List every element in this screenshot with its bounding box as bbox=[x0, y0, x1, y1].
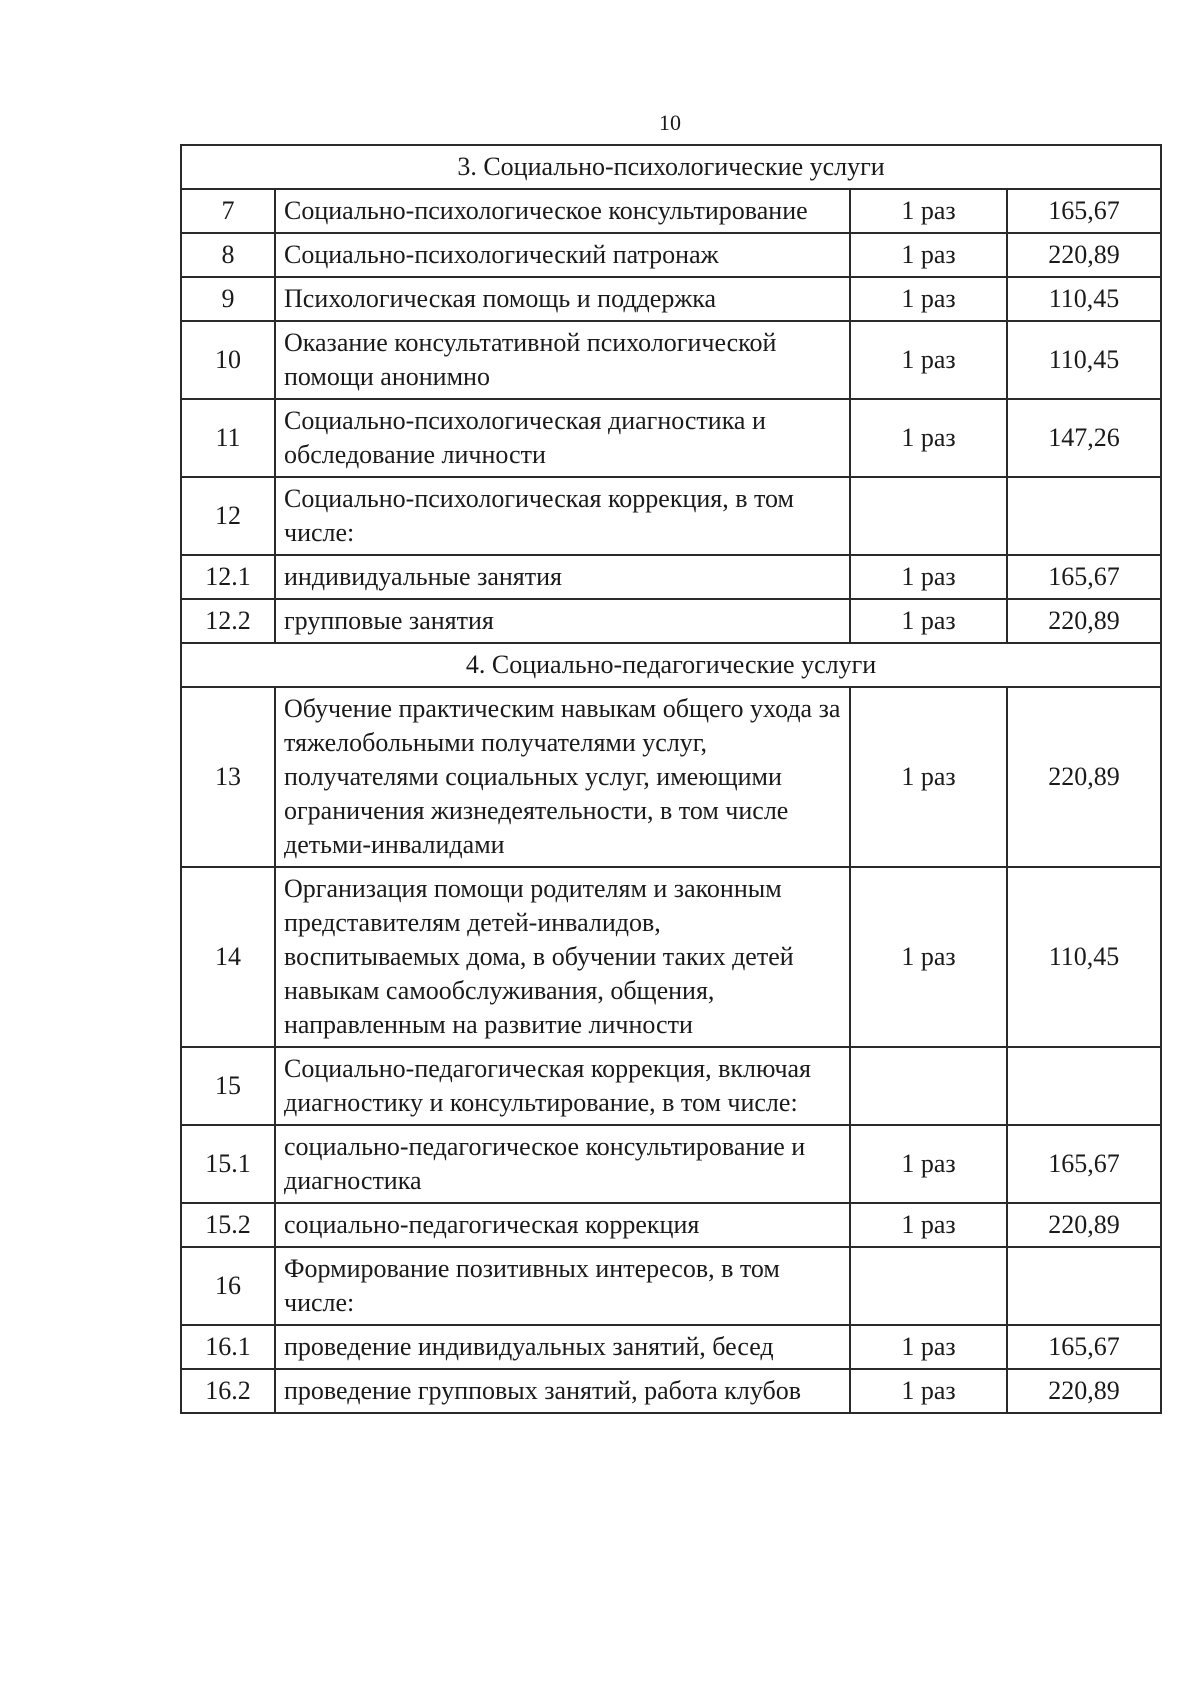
service-name-cell: Формирование позитивных интересов, в том числе: bbox=[275, 1247, 850, 1325]
section-title: 3. Социально-психологические услуги bbox=[181, 145, 1161, 189]
service-unit-cell: 1 раз bbox=[850, 1369, 1007, 1413]
table-row bbox=[181, 277, 1161, 321]
table-row bbox=[181, 321, 1161, 399]
service-number-cell: 13 bbox=[181, 687, 275, 867]
service-price-cell: 220,89 bbox=[1007, 687, 1161, 867]
service-number-cell: 16.2 bbox=[181, 1369, 275, 1413]
service-name-cell: Социально-педагогическая коррекция, включая диагностику и консультирование, в том числе: bbox=[275, 1047, 850, 1125]
service-unit-cell: 1 раз bbox=[850, 233, 1007, 277]
service-unit-cell: 1 раз bbox=[850, 277, 1007, 321]
service-name-cell: Социально-психологический патронаж bbox=[275, 233, 850, 277]
table-row bbox=[181, 1325, 1161, 1369]
service-number-cell: 15 bbox=[181, 1047, 275, 1125]
service-number-cell: 12.1 bbox=[181, 555, 275, 599]
service-unit-cell: 1 раз bbox=[850, 1125, 1007, 1203]
service-unit-cell: 1 раз bbox=[850, 1325, 1007, 1369]
table-row bbox=[181, 867, 1161, 1047]
service-price-cell: 220,89 bbox=[1007, 1203, 1161, 1247]
service-number-cell: 10 bbox=[181, 321, 275, 399]
service-price-cell: 165,67 bbox=[1007, 189, 1161, 233]
service-unit-cell bbox=[850, 1047, 1007, 1125]
service-price-cell: 220,89 bbox=[1007, 1369, 1161, 1413]
table-row bbox=[181, 399, 1161, 477]
service-unit-cell: 1 раз bbox=[850, 555, 1007, 599]
services-table-container bbox=[180, 144, 1160, 1414]
service-name-cell: проведение групповых занятий, работа клубов bbox=[275, 1369, 850, 1413]
table-row bbox=[181, 1369, 1161, 1413]
service-name-cell: социально-педагогическая коррекция bbox=[275, 1203, 850, 1247]
table-row bbox=[181, 1203, 1161, 1247]
service-name-cell: Психологическая помощь и поддержка bbox=[275, 277, 850, 321]
table-body bbox=[181, 145, 1161, 1413]
service-number-cell: 15.2 bbox=[181, 1203, 275, 1247]
service-price-cell: 165,67 bbox=[1007, 1125, 1161, 1203]
service-name-cell: социально-педагогическое консультирование и диагностика bbox=[275, 1125, 850, 1203]
service-name-cell: Организация помощи родителям и законным представителям детей-инвалидов, воспитываемых дома, в обучении таких детей навыкам самообслуживания, общения, направленным на развитие личности bbox=[275, 867, 850, 1047]
service-number-cell: 7 bbox=[181, 189, 275, 233]
service-number-cell: 16 bbox=[181, 1247, 275, 1325]
service-price-cell: 110,45 bbox=[1007, 321, 1161, 399]
service-price-cell: 165,67 bbox=[1007, 555, 1161, 599]
service-number-cell: 14 bbox=[181, 867, 275, 1047]
service-price-cell: 165,67 bbox=[1007, 1325, 1161, 1369]
service-unit-cell: 1 раз bbox=[850, 687, 1007, 867]
service-price-cell: 110,45 bbox=[1007, 277, 1161, 321]
service-unit-cell: 1 раз bbox=[850, 1203, 1007, 1247]
service-name-cell: Социально-психологическая коррекция, в том числе: bbox=[275, 477, 850, 555]
table-row bbox=[181, 687, 1161, 867]
service-price-cell bbox=[1007, 477, 1161, 555]
service-name-cell: Социально-психологическая диагностика и обследование личности bbox=[275, 399, 850, 477]
table-row bbox=[181, 1047, 1161, 1125]
service-name-cell: Обучение практическим навыкам общего ухода за тяжелобольными получателями услуг, получателями социальных услуг, имеющими ограничения жизнедеятельности, в том числе детьми-инвалидами bbox=[275, 687, 850, 867]
service-price-cell bbox=[1007, 1247, 1161, 1325]
table-row bbox=[181, 477, 1161, 555]
service-price-cell bbox=[1007, 1047, 1161, 1125]
table-row bbox=[181, 189, 1161, 233]
table-row bbox=[181, 1247, 1161, 1325]
table-row bbox=[181, 599, 1161, 643]
page-number: 10 bbox=[659, 110, 681, 135]
service-price-cell: 110,45 bbox=[1007, 867, 1161, 1047]
service-number-cell: 16.1 bbox=[181, 1325, 275, 1369]
section-title: 4. Социально-педагогические услуги bbox=[181, 643, 1161, 687]
service-price-cell: 220,89 bbox=[1007, 599, 1161, 643]
services-price-table bbox=[180, 144, 1162, 1414]
table-row bbox=[181, 1125, 1161, 1203]
service-price-cell: 147,26 bbox=[1007, 399, 1161, 477]
service-name-cell: Оказание консультативной психологической помощи анонимно bbox=[275, 321, 850, 399]
table-row bbox=[181, 555, 1161, 599]
service-price-cell: 220,89 bbox=[1007, 233, 1161, 277]
service-number-cell: 12 bbox=[181, 477, 275, 555]
service-unit-cell: 1 раз bbox=[850, 867, 1007, 1047]
service-name-cell: проведение индивидуальных занятий, бесед bbox=[275, 1325, 850, 1369]
service-unit-cell bbox=[850, 477, 1007, 555]
table-row bbox=[181, 233, 1161, 277]
section-header-row bbox=[181, 643, 1161, 687]
service-name-cell: индивидуальные занятия bbox=[275, 555, 850, 599]
service-unit-cell: 1 раз bbox=[850, 189, 1007, 233]
service-unit-cell: 1 раз bbox=[850, 399, 1007, 477]
service-unit-cell: 1 раз bbox=[850, 321, 1007, 399]
service-name-cell: Социально-психологическое консультирование bbox=[275, 189, 850, 233]
service-unit-cell bbox=[850, 1247, 1007, 1325]
service-unit-cell: 1 раз bbox=[850, 599, 1007, 643]
service-number-cell: 11 bbox=[181, 399, 275, 477]
section-header-row bbox=[181, 145, 1161, 189]
service-number-cell: 9 bbox=[181, 277, 275, 321]
service-number-cell: 8 bbox=[181, 233, 275, 277]
service-name-cell: групповые занятия bbox=[275, 599, 850, 643]
service-number-cell: 15.1 bbox=[181, 1125, 275, 1203]
service-number-cell: 12.2 bbox=[181, 599, 275, 643]
